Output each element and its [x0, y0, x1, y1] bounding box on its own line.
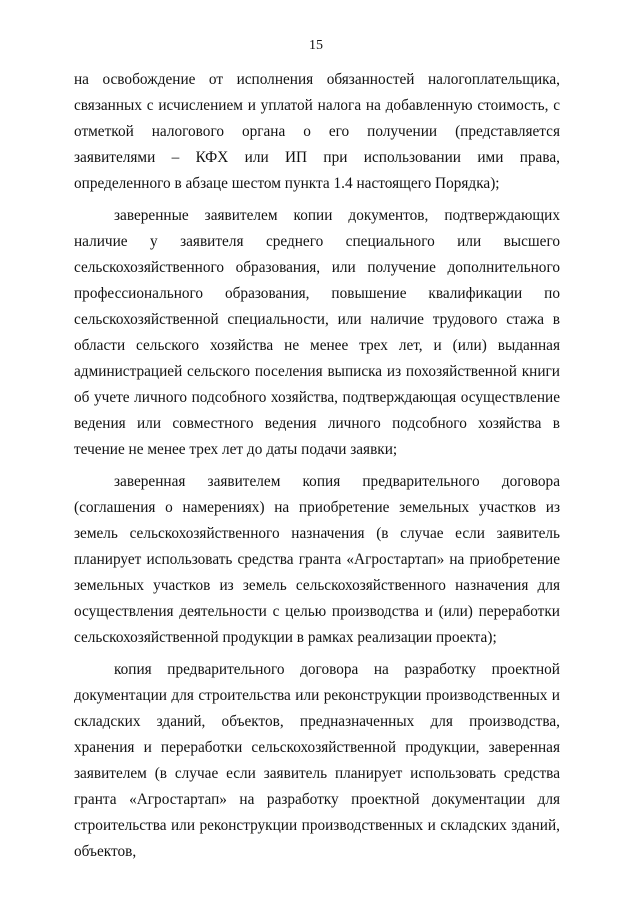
paragraph-continuation: на освобождение от исполнения обязанностей налогоплательщика, связанных с исчислением и уплатой налога на добавленную стоимость, с отметкой налогового органа о его получении (представляется заявителями – КФХ или ИП при использовании ими права, определенного в абзаце шестом пункта 1.4 настоящего Порядка);	[74, 71, 560, 192]
page-number: 15	[309, 38, 323, 53]
document-body	[74, 67, 560, 865]
paragraph-land-agreement: заверенная заявителем копия предварительного договора (соглашения о намерениях) на приобретение земельных участков из земель сельскохозяйственного назначения (в случае если заявитель планирует использовать средства гранта «Агростартап» на приобретение земельных участков из земель сельскохозяйственного назначения для осуществления деятельности с целью производства и (или) переработки сельскохозяйственной продукции в рамках реализации проекта);	[74, 473, 560, 646]
paragraph-education-documents: заверенные заявителем копии документов, подтверждающих наличие у заявителя среднего специального или высшего сельскохозяйственного образования, или получение дополнительного профессионального образования, повышение квалификации по сельскохозяйственной специальности, или наличие трудового стажа в области сельского хозяйства не менее трех лет, и (или) выданная администрацией сельского поселения выписка из похозяйственной книги об учете личного подсобного хозяйства, подтверждающая осуществление ведения или совместного ведения личного подсобного хозяйства в течение не менее трех лет до даты подачи заявки;	[74, 207, 560, 458]
paragraph-design-agreement: копия предварительного договора на разработку проектной документации для строительства или реконструкции производственных и складских зданий, объектов, предназначенных для производства, хранения и переработки сельскохозяйственной продукции, заверенная заявителем (в случае если заявитель планирует использовать средства гранта «Агростартап» на разработку проектной документации для строительства или реконструкции производственных и складских зданий, объектов,	[74, 661, 560, 860]
